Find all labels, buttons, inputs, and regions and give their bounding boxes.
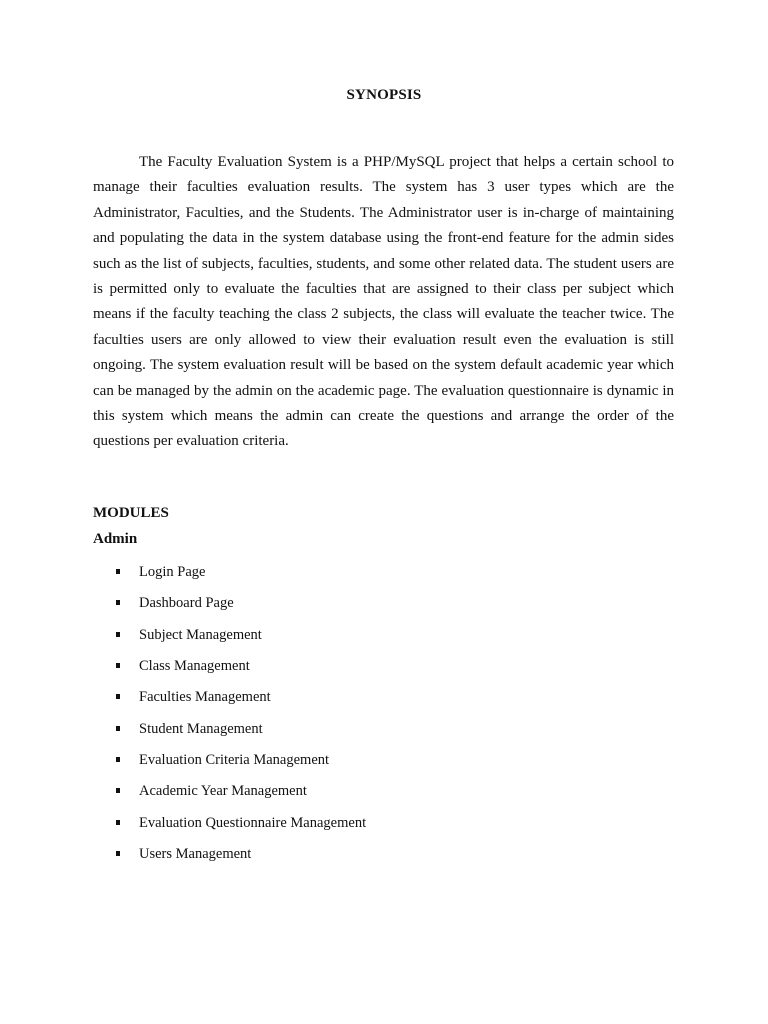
module-label: Evaluation Questionnaire Management [139,814,367,831]
module-label: Faculties Management [139,689,271,706]
modules-heading: MODULES [93,505,169,521]
module-label: Student Management [139,720,263,737]
square-bullet-icon [116,757,120,762]
module-label: Class Management [139,658,250,675]
square-bullet-icon [116,820,120,825]
module-label: Evaluation Criteria Management [139,752,330,769]
square-bullet-icon [116,600,120,605]
page-title: SYNOPSIS [346,87,422,103]
module-label: Login Page [139,564,206,580]
module-label: Academic Year Management [139,783,307,800]
module-label: Subject Management [139,626,262,643]
square-bullet-icon [116,663,120,668]
square-bullet-icon [116,569,120,574]
module-label: Dashboard Page [139,595,234,612]
square-bullet-icon [116,726,120,731]
admin-heading: Admin [93,531,138,547]
square-bullet-icon [116,788,120,793]
square-bullet-icon [116,632,120,637]
synopsis-paragraph: The Faculty Evaluation System is a PHP/MySQL project that helps a certain school to manage their faculties evaluation results. The system has 3 user types which are the Administrator, Faculties, and the Students. The Administrator user is in-charge of maintaining and populating the data in the system database using the front-end feature for the admin sides such as the list of subjects, faculties, students, and some other related data. The student users are is permitted only to evaluate the faculties that are assigned to their class per subject which means if the faculty teaching the class 2 subjects, the class will evaluate the teacher twice. The faculties users are only allowed to view their evaluation result even the evaluation is still ongoing. The system evaluation result will be based on the system default academic year which can be managed by the admin on the academic page. The evaluation questionnaire is dynamic in this system which means the admin can create the questions and arrange the order of the questions per evaluation criteria. [93,154,674,450]
module-label: Users Management [139,846,252,863]
square-bullet-icon [116,851,120,856]
square-bullet-icon [116,694,120,699]
